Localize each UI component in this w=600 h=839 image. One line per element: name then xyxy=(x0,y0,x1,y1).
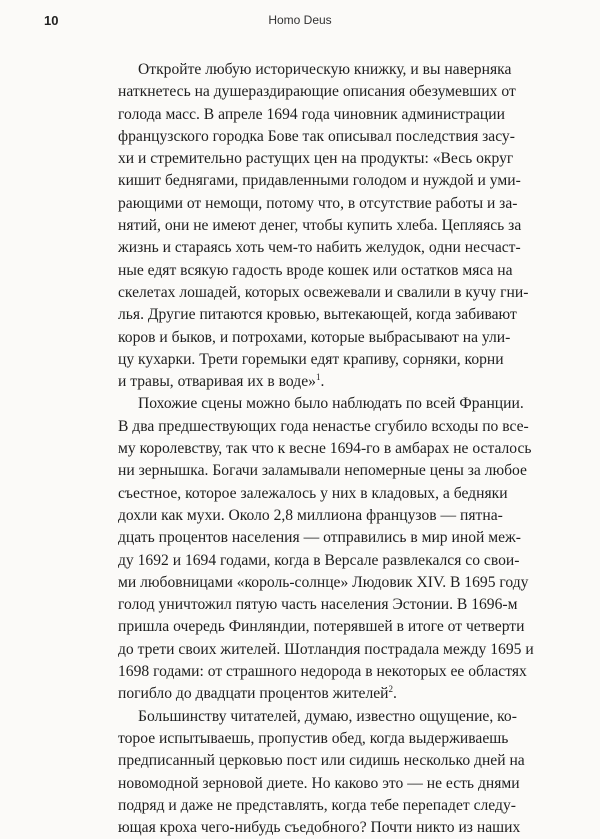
text-line: новомодной зерновой диете. Но каково это — не есть днями xyxy=(118,774,520,792)
text-line-content: погибло до двадцати процентов жителей xyxy=(118,685,389,703)
text-line: голод уничтожил пятую часть населения Эстонии. В 1696-м xyxy=(118,596,518,614)
text-line-with-footnote: и травы, отваривая их в воде»$^1$. xyxy=(118,371,325,391)
text-line: дохли как мухи. Около 2,8 миллиона французов — пятна- xyxy=(118,506,503,524)
paragraph-1 xyxy=(118,59,529,393)
text-line: му королевству, так что к весне 1694-го в амбарах не осталось xyxy=(118,440,532,458)
text-line: В два предшествующих года ненастье сгубило всходы по все- xyxy=(118,417,529,435)
text-line: хи и стремительно растущих цен на продукты: «Весь округ xyxy=(118,150,514,168)
text-line: Похожие сцены можно было наблюдать по всей Франции. xyxy=(138,395,524,413)
text-line-content: и травы, отваривая их в воде» xyxy=(118,373,316,391)
text-line: до трети своих жителей. Шотландия пострадала между 1695 и xyxy=(118,640,534,658)
text-line: наткнетесь на душераздирающие описания обезумевших от xyxy=(118,83,516,101)
text-line: коров и быков, и потрохами, которые выбрасывают на ули- xyxy=(118,328,511,346)
text-line: подряд и даже не представлять, когда тебе перепадет следу- xyxy=(118,796,516,814)
text-line: жизнь и стараясь хоть чем-то набить желудок, одни несчаст- xyxy=(118,239,521,257)
text-line: дцать процентов населения — отправились в мир иной меж- xyxy=(118,529,521,547)
text-line: пришла очередь Финляндии, потерявшей в итоге от четверти xyxy=(118,618,525,636)
text-line: цу кухарки. Трети горемыки едят крапиву, сорняки, корни xyxy=(118,350,504,368)
text-line: ми любовницами «король-солнце» Людовик XIV. В 1695 году xyxy=(118,573,529,591)
paragraph-2 xyxy=(118,393,534,705)
text-line: Откройте любую историческую книжку, и вы наверняка xyxy=(138,61,512,78)
text-line: съестное, которое залежалось у них в кладовых, а бедняки xyxy=(118,484,508,502)
text-line: лья. Другие питаются кровью, вытекающей, когда забивают xyxy=(118,306,517,324)
running-title: Homo Deus xyxy=(268,13,332,27)
text-line: ющая кроха чего-нибудь съедобного? Почти никто из наших xyxy=(118,819,521,837)
text-line: нятий, они не имеют денег, чтобы купить хлеба. Цепляясь за xyxy=(118,217,522,235)
text-line: предписанный церковью пост или сидишь несколько дней на xyxy=(118,752,525,770)
text-line: голода масс. В апреле 1694 года чиновник администрации xyxy=(118,105,505,123)
page-number: 10 xyxy=(44,13,59,28)
text-line: торое испытываешь, пропустив обед, когда выдерживаешь xyxy=(118,729,509,747)
footnote-marker: 1 xyxy=(315,371,321,382)
paragraph-3 xyxy=(118,706,525,839)
text-line: скелетах лошадей, которых освежевали и свалили в кучу гни- xyxy=(118,283,529,301)
text-line: 1698 годами: от страшного недорода в некоторых ее областях xyxy=(118,663,527,681)
body-text xyxy=(118,59,534,839)
text-line: кишит беднягами, придавленными голодом и нуждой и уми- xyxy=(118,172,521,190)
text-line: рающими от немощи, потому что, в отсутствие работы и за- xyxy=(118,194,518,212)
text-line-with-footnote: погибло до двадцати процентов жителей$^2$. xyxy=(118,684,397,703)
text-line: ни зернышка. Богачи заламывали непомерные цены за любое xyxy=(118,462,527,480)
footnote-marker: 2 xyxy=(388,684,394,695)
text-line: ные едят всякую гадость вроде кошек или остатков мяса на xyxy=(118,261,513,279)
text-line: ду 1692 и 1694 годами, когда в Версале развлекался со свои- xyxy=(118,551,520,569)
text-line: Большинству читателей, думаю, известно ощущение, ко- xyxy=(138,707,517,725)
text-line: французского городка Бове так описывал последствия засу- xyxy=(118,127,515,145)
